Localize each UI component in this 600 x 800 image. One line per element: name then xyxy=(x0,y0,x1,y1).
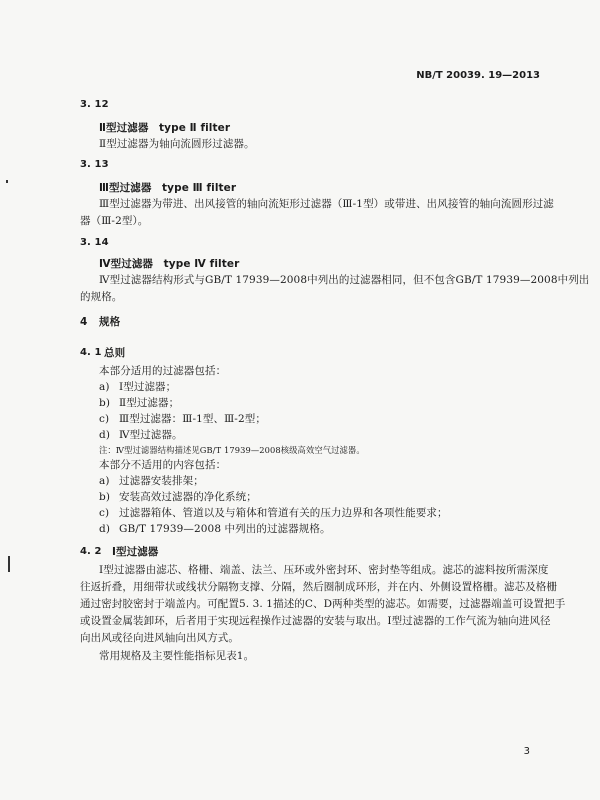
paragraph-line: 往返折叠，用细带状或线状分隔物支撑、分隔，然后圈制成环形，并在内、外侧设置格栅。滤芯及格栅 xyxy=(80,581,557,593)
term-heading: Ⅱ型过滤器 type Ⅱ filter xyxy=(99,122,231,134)
clause-title: 总则 xyxy=(104,347,126,359)
list-item: Ⅱ型过滤器； xyxy=(119,397,180,409)
term-definition-line: 的规格。 xyxy=(80,291,123,303)
paragraph-line: Ⅰ型过滤器由滤芯、格栅、端盖、法兰、压环或外密封环、密封垫等组成。滤芯的滤料按所需深度 xyxy=(99,564,549,576)
note: 注：Ⅳ型过滤器结构描述见GB/T 17939—2008核级高效空气过滤器。 xyxy=(99,445,365,455)
term-definition-line: 器（Ⅲ-2型）。 xyxy=(80,215,149,227)
term-definition-line: Ⅳ型过滤器结构形式与GB/T 17939—2008中列出的过滤器相同，但不包含GB/T 17939—2008中列出 xyxy=(99,274,590,286)
clause-number: 3. 13 xyxy=(80,159,109,170)
term-definition: Ⅱ型过滤器为轴向流圆形过滤器。 xyxy=(99,138,255,150)
term-definition-line: Ⅲ型过滤器为带进、出风接管的轴向流矩形过滤器（Ⅲ-1型）或带进、出风接管的轴向流圆形过滤 xyxy=(99,198,554,210)
clause-number: 3. 12 xyxy=(80,99,109,110)
standard-number-header: NB/T 20039. 19—2013 xyxy=(416,70,540,81)
list-label: c) xyxy=(99,507,110,519)
paragraph-line: 向出风或径向进风轴向出风方式。 xyxy=(80,632,239,644)
scan-mark xyxy=(8,556,10,572)
paragraph: 本部分适用的过滤器包括： xyxy=(99,365,227,377)
scan-mark xyxy=(6,180,8,183)
section-title: 规格 xyxy=(99,316,121,328)
list-label: b) xyxy=(99,491,111,503)
clause-number: 3. 14 xyxy=(80,237,109,248)
list-label: b) xyxy=(99,397,111,409)
list-item: 过滤器箱体、管道以及与箱体和管道有关的压力边界和各项性能要求； xyxy=(119,507,448,519)
list-item: Ⅳ型过滤器。 xyxy=(119,429,183,441)
list-item: 过滤器安装排架； xyxy=(119,475,204,487)
clause-title: Ⅰ型过滤器 xyxy=(112,546,159,558)
list-label: d) xyxy=(99,523,111,535)
term-heading: Ⅲ型过滤器 type Ⅲ filter xyxy=(99,182,237,194)
list-label: d) xyxy=(99,429,111,441)
list-item: Ⅲ型过滤器：Ⅲ-1型、Ⅲ-2型； xyxy=(119,413,266,425)
term-heading: Ⅳ型过滤器 type Ⅳ filter xyxy=(99,258,240,270)
paragraph-line: 或设置金属装卸环，后者用于实现远程操作过滤器的安装与取出。Ⅰ型过滤器的工作气流为轴向进风径 xyxy=(80,615,551,627)
paragraph: 本部分不适用的内容包括： xyxy=(99,459,227,471)
clause-number: 4. 2 xyxy=(80,546,102,557)
clause-number: 4. 1 xyxy=(80,347,102,358)
list-item: 安装高效过滤器的净化系统； xyxy=(119,491,257,503)
list-item: GB/T 17939—2008 中列出的过滤器规格。 xyxy=(119,523,331,535)
list-item: Ⅰ型过滤器； xyxy=(119,381,177,393)
paragraph-line: 通过密封胶密封于端盖内。可配置5. 3. 1描述的C、D两种类型的滤芯。如需要，过滤器端盖可设置把手 xyxy=(80,598,566,610)
list-label: a) xyxy=(99,475,110,487)
page-number: 3 xyxy=(523,746,530,757)
paragraph: 常用规格及主要性能指标见表1。 xyxy=(99,650,255,662)
list-label: a) xyxy=(99,381,110,393)
list-label: c) xyxy=(99,413,110,425)
section-number: 4 xyxy=(80,316,88,328)
